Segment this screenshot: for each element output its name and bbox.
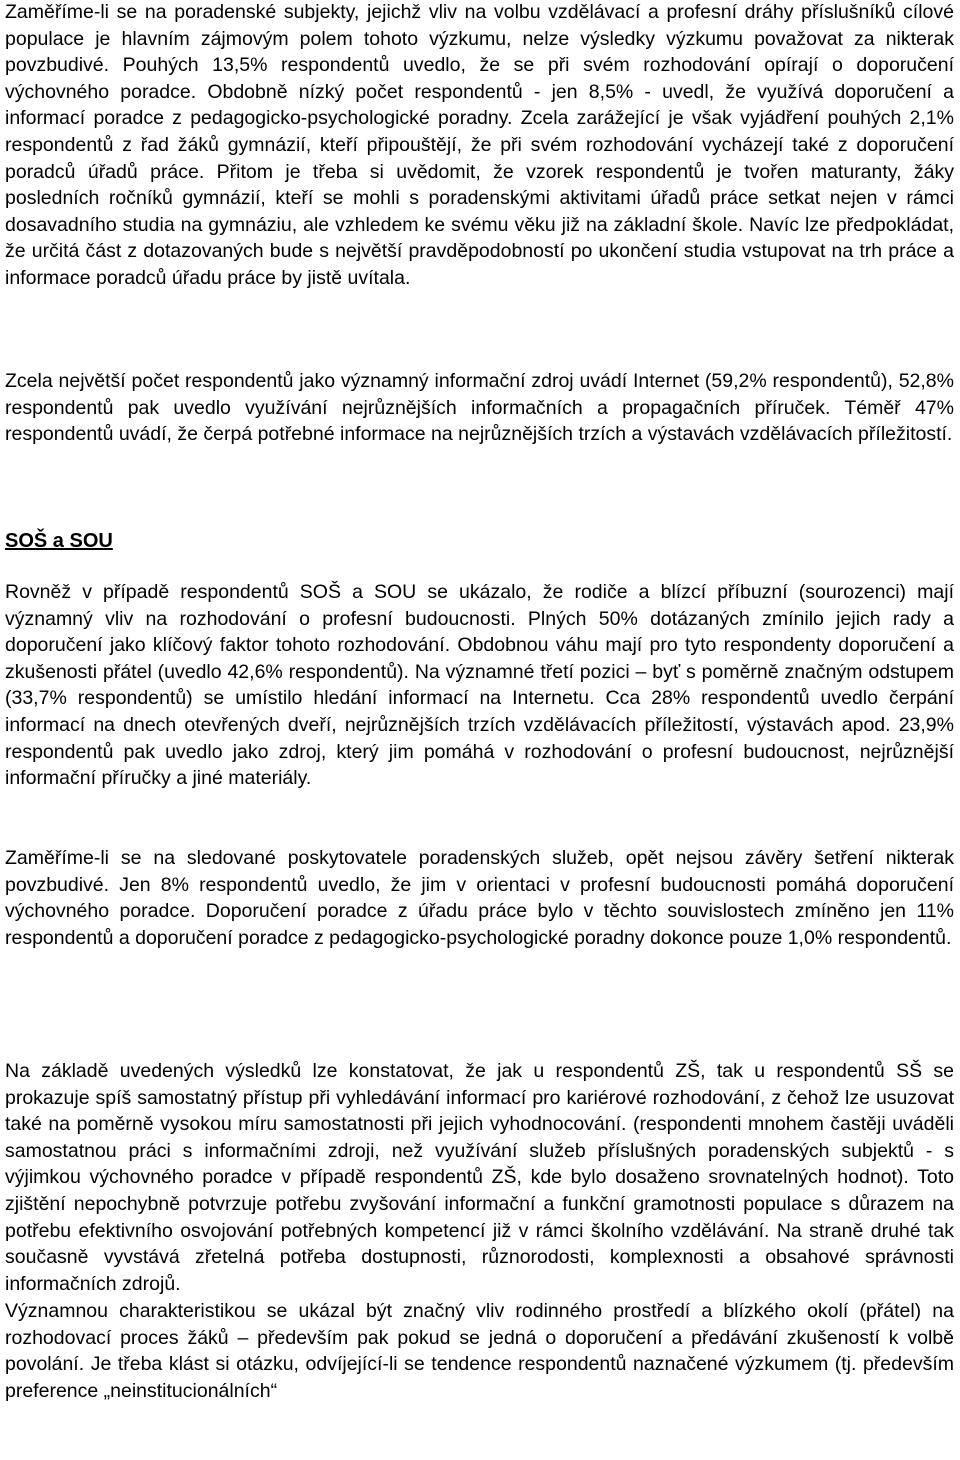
paragraph-service-providers: Zaměříme-li se na sledované poskytovatele poradenských služeb, opět nejsou závěry šetření nikterak povzbudivé. Jen 8% respondentů uvedlo, že jim v orientaci v profesní budoucnosti pomáhá doporučení výchovného poradce. Doporučení poradce z úřadu práce bylo v těchto souvislostech zmíněno jen 11% respondentů a doporučení poradce z pedagogicko-psychologické poradny dokonce pouze 1,0% respondentů.: [5, 847, 954, 949]
section-heading: SOŠ a SOU: [5, 530, 113, 552]
paragraph-parents-influence: Rovněž v případě respondentů SOŠ a SOU se ukázalo, že rodiče a blízcí příbuzní (sourozenci) mají významný vliv na rozhodování o profesní budoucnosti. Plných 50% dotázaných zmínilo jejich rady a doporučení jako klíčový faktor tohoto rozhodování. Obdobnou váhu mají pro tyto respondenty doporučení a zkušenosti přátel (uvedlo 42,6% respondentů). Na významné třetí pozici – byť s poměrně značným odstupem (33,7% respondentů) se umístilo hledání informací na Internetu. Cca 28% respondentů uvedlo čerpání informací na dnech otevřených dveří, nejrůznějších trzích vzdělávacích příležitostí, výstavách apod. 23,9% respondentů pak uvedlo jako zdroj, který jim pomáhá v rozhodování o profesní budoucnost, nejrůznější informační příručky a jiné materiály.: [5, 581, 954, 790]
paragraph-information-sources: Zcela největší počet respondentů jako významný informační zdroj uvádí Internet (59,2% respondentů), 52,8% respondentů pak uvedlo využívání nejrůznějších informačních a propagačních příruček. Téměř 47% respondentů uvádí, že čerpá potřebné informace na nejrůznějších trzích a výstavách vzdělávacích příležitostí.: [5, 370, 954, 446]
paragraph-conclusion: Na základě uvedených výsledků lze konstatovat, že jak u respondentů ZŠ, tak u respondentů SŠ se prokazuje spíš samostatný přístup při vyhledávání informací pro kariérové rozhodování, z čehož lze usuzovat také na poměrně vysokou míru samostatnosti při jejich vyhodnocování. (respondenti mnohem častěji uváděli samostatnou práci s informačními zdroji, než využívání služeb příslušných poradenských subjektů - s výjimkou výchovného poradce v případě respondentů ZŠ, kde bylo dosaženo srovnatelných hodnot). Toto zjištění nepochybně potvrzuje potřebu zvyšování informační a funkční gramotnosti populace s důrazem na potřebu efektivního osvojování potřebných kompetencí již v rámci školního vzdělávání. Na straně druhé tak současně vyvstává zřetelná potřeba dostupnosti, různorodosti, komplexnosti a obsahové správnosti informačních zdrojů.: [5, 1060, 954, 1295]
paragraph-family-environment: Významnou charakteristikou se ukázal být značný vliv rodinného prostředí a blízkého okolí (přátel) na rozhodovací proces žáků – především pak pokud se jedná o doporučení a předávání zkušeností k volbě povolání. Je třeba klást si otázku, odvíjející-li se tendence respondentů naznačené výzkumem (tj. především preference „neinstitucionálních“: [5, 1300, 954, 1402]
paragraph-counseling-gymnasium: Zaměříme-li se na poradenské subjekty, jejichž vliv na volbu vzdělávací a profesní dráhy příslušníků cílové populace je hlavním zájmovým polem tohoto výzkumu, nelze výsledky výzkumu považovat za nikterak povzbudivé. Pouhých 13,5% respondentů uvedlo, že se při svém rozhodování opírají o doporučení výchovného poradce. Obdobně nízký počet respondentů - jen 8,5% - uvedl, že využívá doporučení a informací poradce z pedagogicko-psychologické poradny. Zcela zarážející je však vyjádření pouhých 2,1% respondentů z řad žáků gymnázií, kteří připouštějí, že při svém rozhodování vycházejí také z doporučení poradců úřadů práce. Přitom je třeba si uvědomit, že vzorek respondentů je tvořen maturanty, žáky posledních ročníků gymnázií, kteří se mohli s poradenskými aktivitami úřadů práce setkat nejen v rámci dosavadního studia na gymnáziu, ale vzhledem ke svému věku již na základní škole. Navíc lze předpokládat, že určitá část z dotazovaných bude s největší pravděpodobností po ukončení studia vstupovat na trh práce a informace poradců úřadu práce by jistě uvítala.: [5, 1, 954, 289]
